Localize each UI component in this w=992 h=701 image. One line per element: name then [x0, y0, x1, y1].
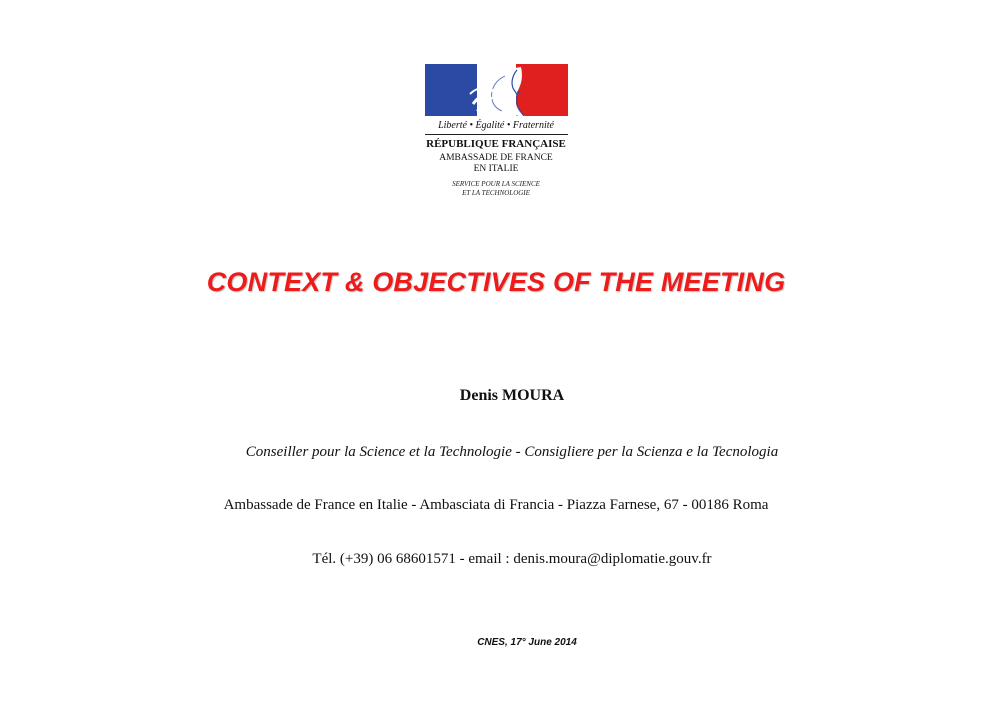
logo-divider — [425, 134, 568, 135]
embassy-line-2: EN ITALIE — [473, 164, 519, 174]
embassy-address: Ambassade de France en Italie - Ambasciata di Francia - Piazza Farnese, 67 - 00186 Roma — [223, 497, 769, 513]
presentation-title: CONTEXT & OBJECTIVES OF THE MEETING — [206, 267, 786, 297]
republic-motto: Liberté • Égalité • Fraternité — [438, 120, 554, 131]
republic-name: RÉPUBLIQUE FRANÇAISE — [426, 138, 566, 150]
event-date-footer: CNES, 17° June 2014 — [477, 637, 577, 648]
author-role: Conseiller pour la Science et la Technologie - Consigliere per la Scienza e la Tecnologia — [245, 444, 779, 460]
contact-details: Tél. (+39) 06 68601571 - email : denis.moura@diplomatie.gouv.fr — [312, 551, 712, 567]
service-line-2: ET LA TECHNOLOGIE — [462, 189, 530, 197]
embassy-line-1: AMBASSADE DE FRANCE — [439, 153, 553, 163]
author-name: Denis MOURA — [459, 387, 565, 404]
french-republic-logo — [423, 64, 569, 198]
service-line-1: SERVICE POUR LA SCIENCE — [452, 180, 540, 188]
marianne-flag-icon — [425, 64, 568, 116]
